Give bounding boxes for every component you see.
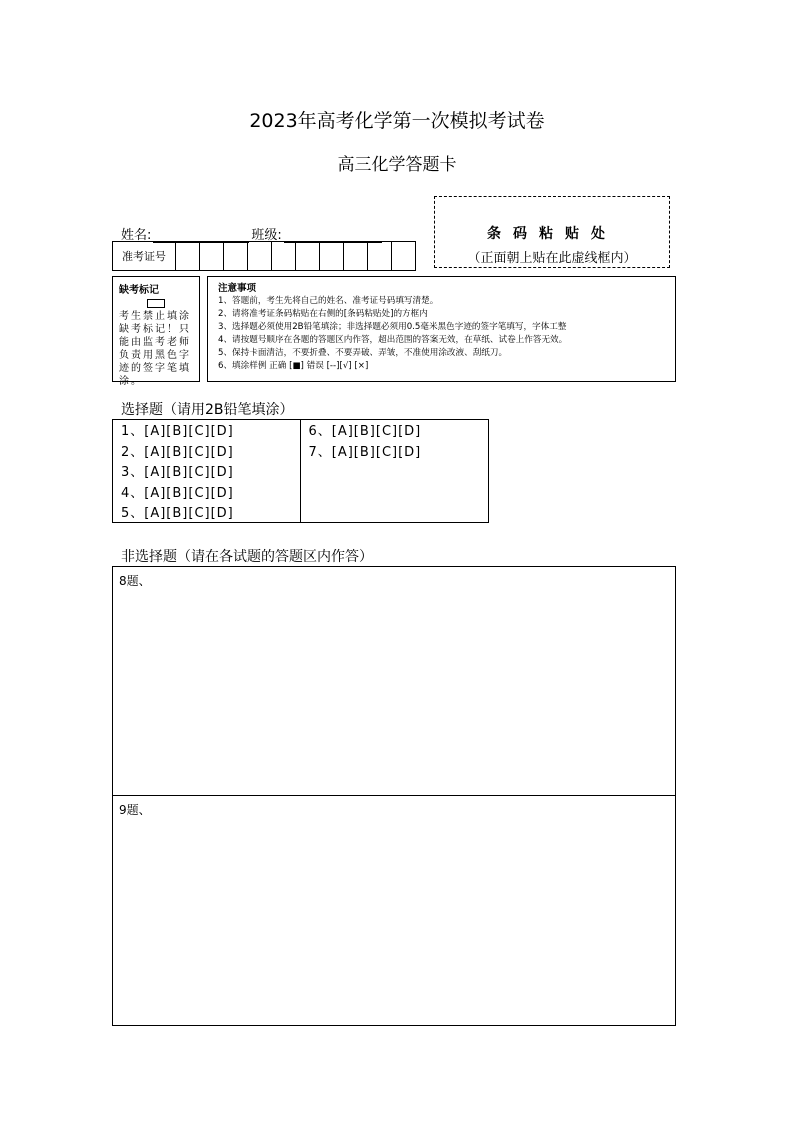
answer-label-q8: 8题、 xyxy=(119,574,151,588)
choice-question[interactable]: 3、[A][B][C][D] xyxy=(121,465,234,480)
name-label: 姓名: xyxy=(121,228,152,243)
notice-item: 5、保持卡面清洁，不要折叠、不要弄破、弄皱，不准使用涂改液、刮纸刀。 xyxy=(218,348,508,358)
page-subtitle: 高三化学答题卡 xyxy=(337,155,457,175)
exam-id-cell[interactable] xyxy=(248,242,272,270)
barcode-area xyxy=(434,196,670,268)
choice-question[interactable]: 5、[A][B][C][D] xyxy=(121,506,234,521)
barcode-label: 条码粘贴处 xyxy=(487,226,617,242)
choice-column xyxy=(113,420,301,522)
notice-item: 2、请将准考证条码粘贴在右侧的[条码粘贴处]的方框内 xyxy=(218,309,428,319)
answer-area-q8[interactable] xyxy=(112,566,676,796)
notice-box xyxy=(207,276,676,382)
class-label: 班级: xyxy=(251,228,282,243)
absent-mark-box xyxy=(112,276,200,387)
choice-column xyxy=(301,420,489,522)
exam-id-cell[interactable] xyxy=(296,242,320,270)
exam-id-cell[interactable] xyxy=(392,242,415,270)
exam-id-cell[interactable] xyxy=(368,242,392,270)
exam-id-cell[interactable] xyxy=(344,242,368,270)
answer-area-q9[interactable] xyxy=(112,795,676,1026)
notice-item: 4、请按题号顺序在各题的答题区内作答，超出范围的答案无效，在草纸、试卷上作答无效。 xyxy=(218,335,568,345)
answer-label-q9: 9题、 xyxy=(119,803,151,817)
exam-id-label: 准考证号 xyxy=(113,242,176,270)
absent-mark-title: 缺考标记 xyxy=(119,285,159,296)
choice-section-title: 选择题（请用2B铅笔填涂） xyxy=(121,402,294,418)
exam-id-cell[interactable] xyxy=(272,242,296,270)
notice-item: 3、选择题必须使用2B铅笔填涂；非选择题必须用0.5毫米黑色字迹的签字笔填写，字体工整 xyxy=(218,322,567,332)
absent-mark-checkbox[interactable] xyxy=(147,299,165,308)
exam-id-cell[interactable] xyxy=(320,242,344,270)
barcode-note: （正面朝上贴在此虚线框内） xyxy=(467,251,637,266)
absent-mark-text: 考生禁止填涂缺考标记！只能由监考老师负责用黑色字迹的签字笔填涂。 xyxy=(119,311,191,387)
notice-title: 注意事项 xyxy=(218,283,257,294)
nonchoice-section-title: 非选择题（请在各试题的答题区内作答） xyxy=(121,549,373,565)
choice-question[interactable]: 4、[A][B][C][D] xyxy=(121,485,234,501)
notice-item: 6、填涂样例 正确 [■] 错误 [--][√] [×] xyxy=(218,361,369,371)
choice-answer-grid xyxy=(112,419,489,523)
choice-question[interactable]: 7、[A][B][C][D] xyxy=(308,444,422,460)
exam-id-cell[interactable] xyxy=(176,242,200,270)
choice-question[interactable]: 2、[A][B][C][D] xyxy=(121,444,234,460)
choice-question[interactable]: 6、[A][B][C][D] xyxy=(308,424,422,439)
page-title: 2023年高考化学第一次模拟考试卷 xyxy=(249,110,545,132)
exam-id-grid xyxy=(112,241,416,271)
exam-id-cell[interactable] xyxy=(224,242,248,270)
choice-question[interactable]: 1、[A][B][C][D] xyxy=(121,424,234,439)
notice-item: 1、答题前，考生先将自己的姓名、准考证号码填写清楚。 xyxy=(218,296,439,306)
exam-id-cell[interactable] xyxy=(200,242,224,270)
